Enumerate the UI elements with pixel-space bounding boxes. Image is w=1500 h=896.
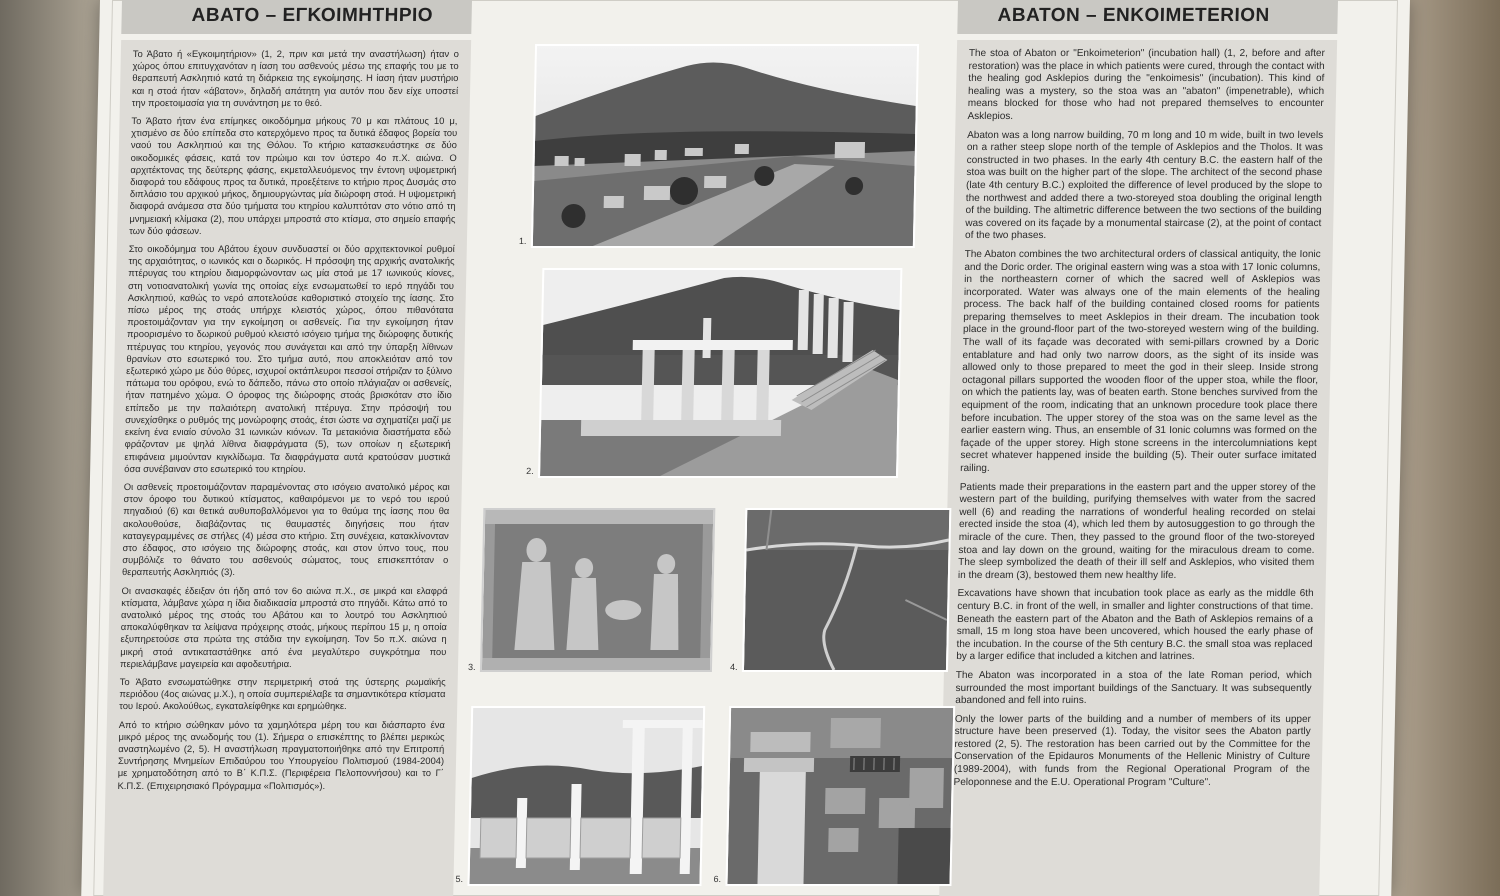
photo-number: 5. (455, 874, 464, 884)
greek-paragraph: Το Άβατο ενσωματώθηκε στην περιμετρική στοά της ύστερης ρωμαϊκής περιόδου (4ος αιώνας μ.Χ.), η οποία συμπεριέλαβε τα σημαντικότερα κτίσματα του Ιερού. Ακολούθως, εγκαταλείφθηκε και ερημώθηκε. (119, 675, 446, 712)
photo-sacred-well (725, 706, 955, 886)
photo-number: 4. (729, 662, 738, 672)
greek-title-bar (121, 0, 472, 34)
photo-votive-relief (480, 508, 715, 672)
info-board (81, 0, 1410, 896)
photo-stone-detail (742, 508, 951, 672)
english-title-bar (957, 0, 1338, 34)
greek-paragraph: Οι ασθενείς προετοιμάζονταν παραμένοντας στο ισόγειο ανατολικό μέρος και στον όροφο του δυτικού κτίσματος, καθαιρόμενοι με το νερό του ιερού πηγαδιού (6) και θετικά αυθυποβαλλόμενοι για το θαύμα της ίασης που θα ακολουθούσε, διαβάζοντας τις θαυμαστές διηγήσεις που ήταν καταγεγραμμένες σε στήλες (4) μέσα στο κτήριο. Στη συνέχεια, κατακλίνονταν στο έδαφος, στο ισόγειο της διώροφης στοάς, και στον ύπνο τους, που συμβόλιζε το θάνατο του ασθενούς σώματος, τους επισκεπτόταν ο θεραπευτής Ασκληπιός (3). (121, 480, 450, 578)
english-paragraph: The Abaton was incorporated in a stoa of the late Roman period, which surrounded the most important buildings of the Sanctuary. It was subsequently abandoned and fell into ruins. (955, 669, 1312, 707)
photo-number: 6. (713, 874, 722, 884)
english-text-column (939, 40, 1337, 896)
english-title: ABATON – ENKOIMETERION (997, 5, 1270, 26)
english-paragraph: The stoa of Abaton or "Enkoimeterion" (incubation hall) (1, 2, before and after restoration) was the place in which patients were cured, through the contact with the healing god Asklepios during the "enkoimesis" (incubation). This kind of healing was a mystery, so the stoa was an "abaton" (impenetrable), which means blocked for those who had not prepared themselves to encounter Asklepios. (967, 48, 1325, 122)
english-paragraph: Patients made their preparations in the eastern part and the upper storey of the western part of the building, purifying themselves with water from the sacred well (6) and reading the narrations of wonderful healing recorded on stelai erected inside the stoa (4), which led them by autosuggestion to go through the miracle of the cure. Then, they passed to the ground floor of the two-storeyed stoa and lay down on the ground, waiting for the miraculous dream to come. The sleep symbolized the death of their ill self and Asklepios, who visited them in the dream (3), bestowed them new healthy life. (957, 481, 1316, 581)
greek-paragraph: Από το κτήριο σώθηκαν μόνο τα χαμηλότερα μέρη του και διάσπαρτο ένα μικρό μέρος της ανωδομής του (1). Σήμερα ο επισκέπτης το βλέπει μερικώς αναστηλωμένο (2, 5). Η αναστήλωση πραγματοποιήθηκε από την Επιτροπή Συντήρησης Μνημείων Επιδαύρου του Υπουργείου Πολιτισμού (1984-2004) με χρηματοδότηση από το Β΄ Κ.Π.Σ. (Περιφέρεια Πελοποννήσου) και το Γ΄ Κ.Π.Σ. (Επιχειρησιακό Πρόγραμμα «Πολιτισμός»). (117, 718, 445, 791)
photo-column-screens (467, 706, 705, 886)
greek-title: ΑΒΑΤΟ – ΕΓΚΟΙΜΗΤΗΡΙΟ (191, 5, 434, 26)
photo-number: 1. (518, 236, 527, 246)
photo-ruins-landscape (531, 44, 919, 248)
english-paragraph: The Abaton combines the two architectural orders of classical antiquity, the Ionic and the Doric order. The original eastern wing was a stoa with 17 Ionic columns, in the northeastern corner of which the sacred well of Asklepios was incorporated. Water was always one of the main elements of the healing process. The back half of the building contained closed rooms for patients preparing themselves to meet Asklepios in their dream. The incubation took place in the ground-floor part of the two-storeyed western wing of the building. The wall of its façade was decorated with semi-pillars crowned by a Doric entablature and had only two narrow doors, as the sight of its inside was allowed only to those prepared to meet the god in their sleep. Inside strong octagonal pillars supported the wooden floor of the upper stoa, while the floor, on which the patients lay, was of beaten earth. Stone benches survived from the equipment of the room, indicating that an unknown procedure took place there before incubation. The upper storey of the stoa was on the same level as the earlier eastern wing. Thus, an ensemble of 31 Ionic columns was formed on the façade of the upper storey. High stone screens in the intercolumniations kept secret whatever happened inside the building (5). Their outer surface imitated railing. (960, 248, 1321, 474)
photo-restored-stoa (538, 268, 902, 478)
photo-number: 3. (467, 662, 476, 672)
greek-paragraph: Οι ανασκαφές έδειξαν ότι ήδη από τον 6ο αιώνα π.Χ., σε μικρά και ελαφρά κτίσματα, λάμβανε χώρα η ίδια διαδικασία μπροστά στο πηγάδι. Κάτω από το ανατολικό μέρος της στοάς του Αβάτου και το λουτρό του Ασκληπιού αποκαλύφθηκαν τα λείψανα πρόχειρης στοάς, μήκους περίπου 15 μ, η οποία εξυπηρετούσε στα πρώτα της στάδια την εγκοίμηση. Τον 5ο π.Χ. αιώνα η μικρή στοά αντικαταστάθηκε από ένα μεγαλύτερο συγκρότημα που περιελάμβανε μαγειρεία και αφοδευτήρια. (119, 584, 448, 669)
greek-paragraph: Το Άβατο ήταν ένα επίμηκες οικοδόμημα μήκους 70 μ και πλάτους 10 μ, χτισμένο σε δύο επίπεδα στο κατερχόμενο προς τα δυτικά έδαφος βορεία του ναού του Ασκληπιού και της Θόλου. Το κτήριο κατασκευάστηκε σε δύο οικοδομικές φάσεις, κατά τον πρώιμο και τον ύστερο 4ο π.Χ. αιώνα. Ο αρχιτέκτονας της δεύτερης φάσης, εκμεταλλευόμενος την έντονη υψομετρική διαφορά του εδάφους προς τα δυτικά, προεξέτεινε το κτήριο προς Δυσμάς στο διπλάσιο του αρχικού μήκος, δημιουργώντας μία διώροφη στοά. Η υψομετρική διαφορά ανάμεσα στα δύο τμήματα του κτηρίου καλυπτόταν στο νότιο από τη μνημειακή κλίμακα (2), που υπάρχει μπροστά στο κτίσμα, στο σημείο επαφής των δύο φάσεων. (129, 115, 458, 236)
greek-paragraph: Στο οικοδόμημα του Αβάτου έχουν συνδυαστεί οι δύο αρχιτεκτονικοί ρυθμοί της αρχαιότητας, ο ιωνικός και ο δωρικός. Η πρόσοψη της αρχικής ανατολικής πτέρυγας του κτηρίου διαμορφώνονταν ως μία στοά με 17 ιωνικούς κίονες, στη νοτιοανατολική γωνία της οποίας είχε ενσωματωθεί το ιερό πηγάδι του Ασκληπιού, καθώς το νερό αποτελούσε καθοριστικό στοιχείο της ίασης. Στο πίσω μέρος της στοάς υπήρχε κλειστός χώρος, όπου πιθανότατα προετοιμάζονταν για την εγκοίμηση οι ασθενείς. Για την εγκοίμηση ήταν προορισμένο το δωρικού ρυθμού κλειστό ισόγειο τμήμα της διώροφης δυτικής πτέρυγας του κτηρίου, γεγονός που συνάγεται και από την ύπαρξη λίθινων θρανίων στο εσωτερικό του. Στο τμήμα αυτό, που αποκλειόταν από τον εξωτερικό χώρο με δύο θύρες, ισχυροί οκτάπλευροι πεσσοί στήριζαν το ξύλινο πάτωμα του ορόφου, ενώ το δάπεδο, πάνω στο οποίο πλάγιαζαν οι ασθενείς, ήταν πατημένο χώμα. Ο όροφος της διώροφης στοάς βρισκόταν στο ίδιο επίπεδο με την παλαιότερη ανατολική πτέρυγα. Στην πρόσοψή του συνεχίσθηκε ο ρυθμός της μονώροφης στοάς, έτσι ώστε να σχηματίζει μαζί με εκείνη ένα ενιαίο σύνολο 31 ιωνικών κιόνων. Τα μετακιόνια διαστήματα εδώ φράζονταν με ψηλά λίθινα διαφράγματα (5), των οποίων η εξωτερική επιφάνεια μιμούνταν κιγκλίδωμα. Τα διαφράγματα αυτά κρατούσαν μυστικά όσα συνέβαιναν στο εσωτερικό του κτηρίου. (124, 243, 455, 474)
greek-paragraph: Το Άβατο ή «Εγκοιμητήριον» (1, 2, πριν και μετά την αναστήλωση) ήταν ο χώρος όπου επιτυγχανόταν η ίαση του ασθενούς μέσω της επαφής του με το θεραπευτή Ασκληπιό κατά τη διάρκεια της εγκοίμησης. Η ίαση ήταν μυστήριο και η στοά ήταν «άβατον», δηλαδή απάτητη για αυτόν που δεν είχε υποστεί την προετοιμασία για τη συνάντηση με το θεό. (131, 48, 459, 108)
greek-text-column (103, 40, 471, 896)
english-paragraph: Abaton was a long narrow building, 70 m long and 10 m wide, built in two levels on a rather steep slope north of the temple of Asklepios and the Tholos. It was constructed in two phases. In the early 4th century B.C. the eastern half of the stoa was built on the higher part of the slope. The architect of the second phase (late 4th century B.C.) exploited the difference of level produced by the slope to the northwest and added there a two-storeyed stoa doubling the original length of the building. The altimetric difference between the two sections of the building was covered on its façade by a monumental staircase (2), at the point of contact of the two phases. (964, 129, 1324, 242)
photo-number: 2. (526, 466, 534, 476)
english-paragraph: Excavations have shown that incubation took place as early as the middle 6th century B.C. in front of the well, in smaller and lighter constructions of that time. Beneath the eastern part of the Abaton and the Bath of Asklepios remains of a small, 15 m long stoa have been uncovered, which housed the early phase of the incubation. In the course of the 5th century B.C. the small stoa was replaced by a larger edifice that included a kitchen and latrines. (956, 588, 1314, 663)
english-paragraph: Only the lower parts of the building and a number of members of its upper structure have been preserved (1). Today, the visitor sees the Abaton partly restored (2, 5). The restoration has been carried out by the Committee for the Conservation of the Epidauros Monuments of the Hellenic Ministry of Culture (1989-2004), with funds from the Regional Operational Program of the Peloponnese and the E.U. Operational Program "Culture". (953, 713, 1312, 788)
